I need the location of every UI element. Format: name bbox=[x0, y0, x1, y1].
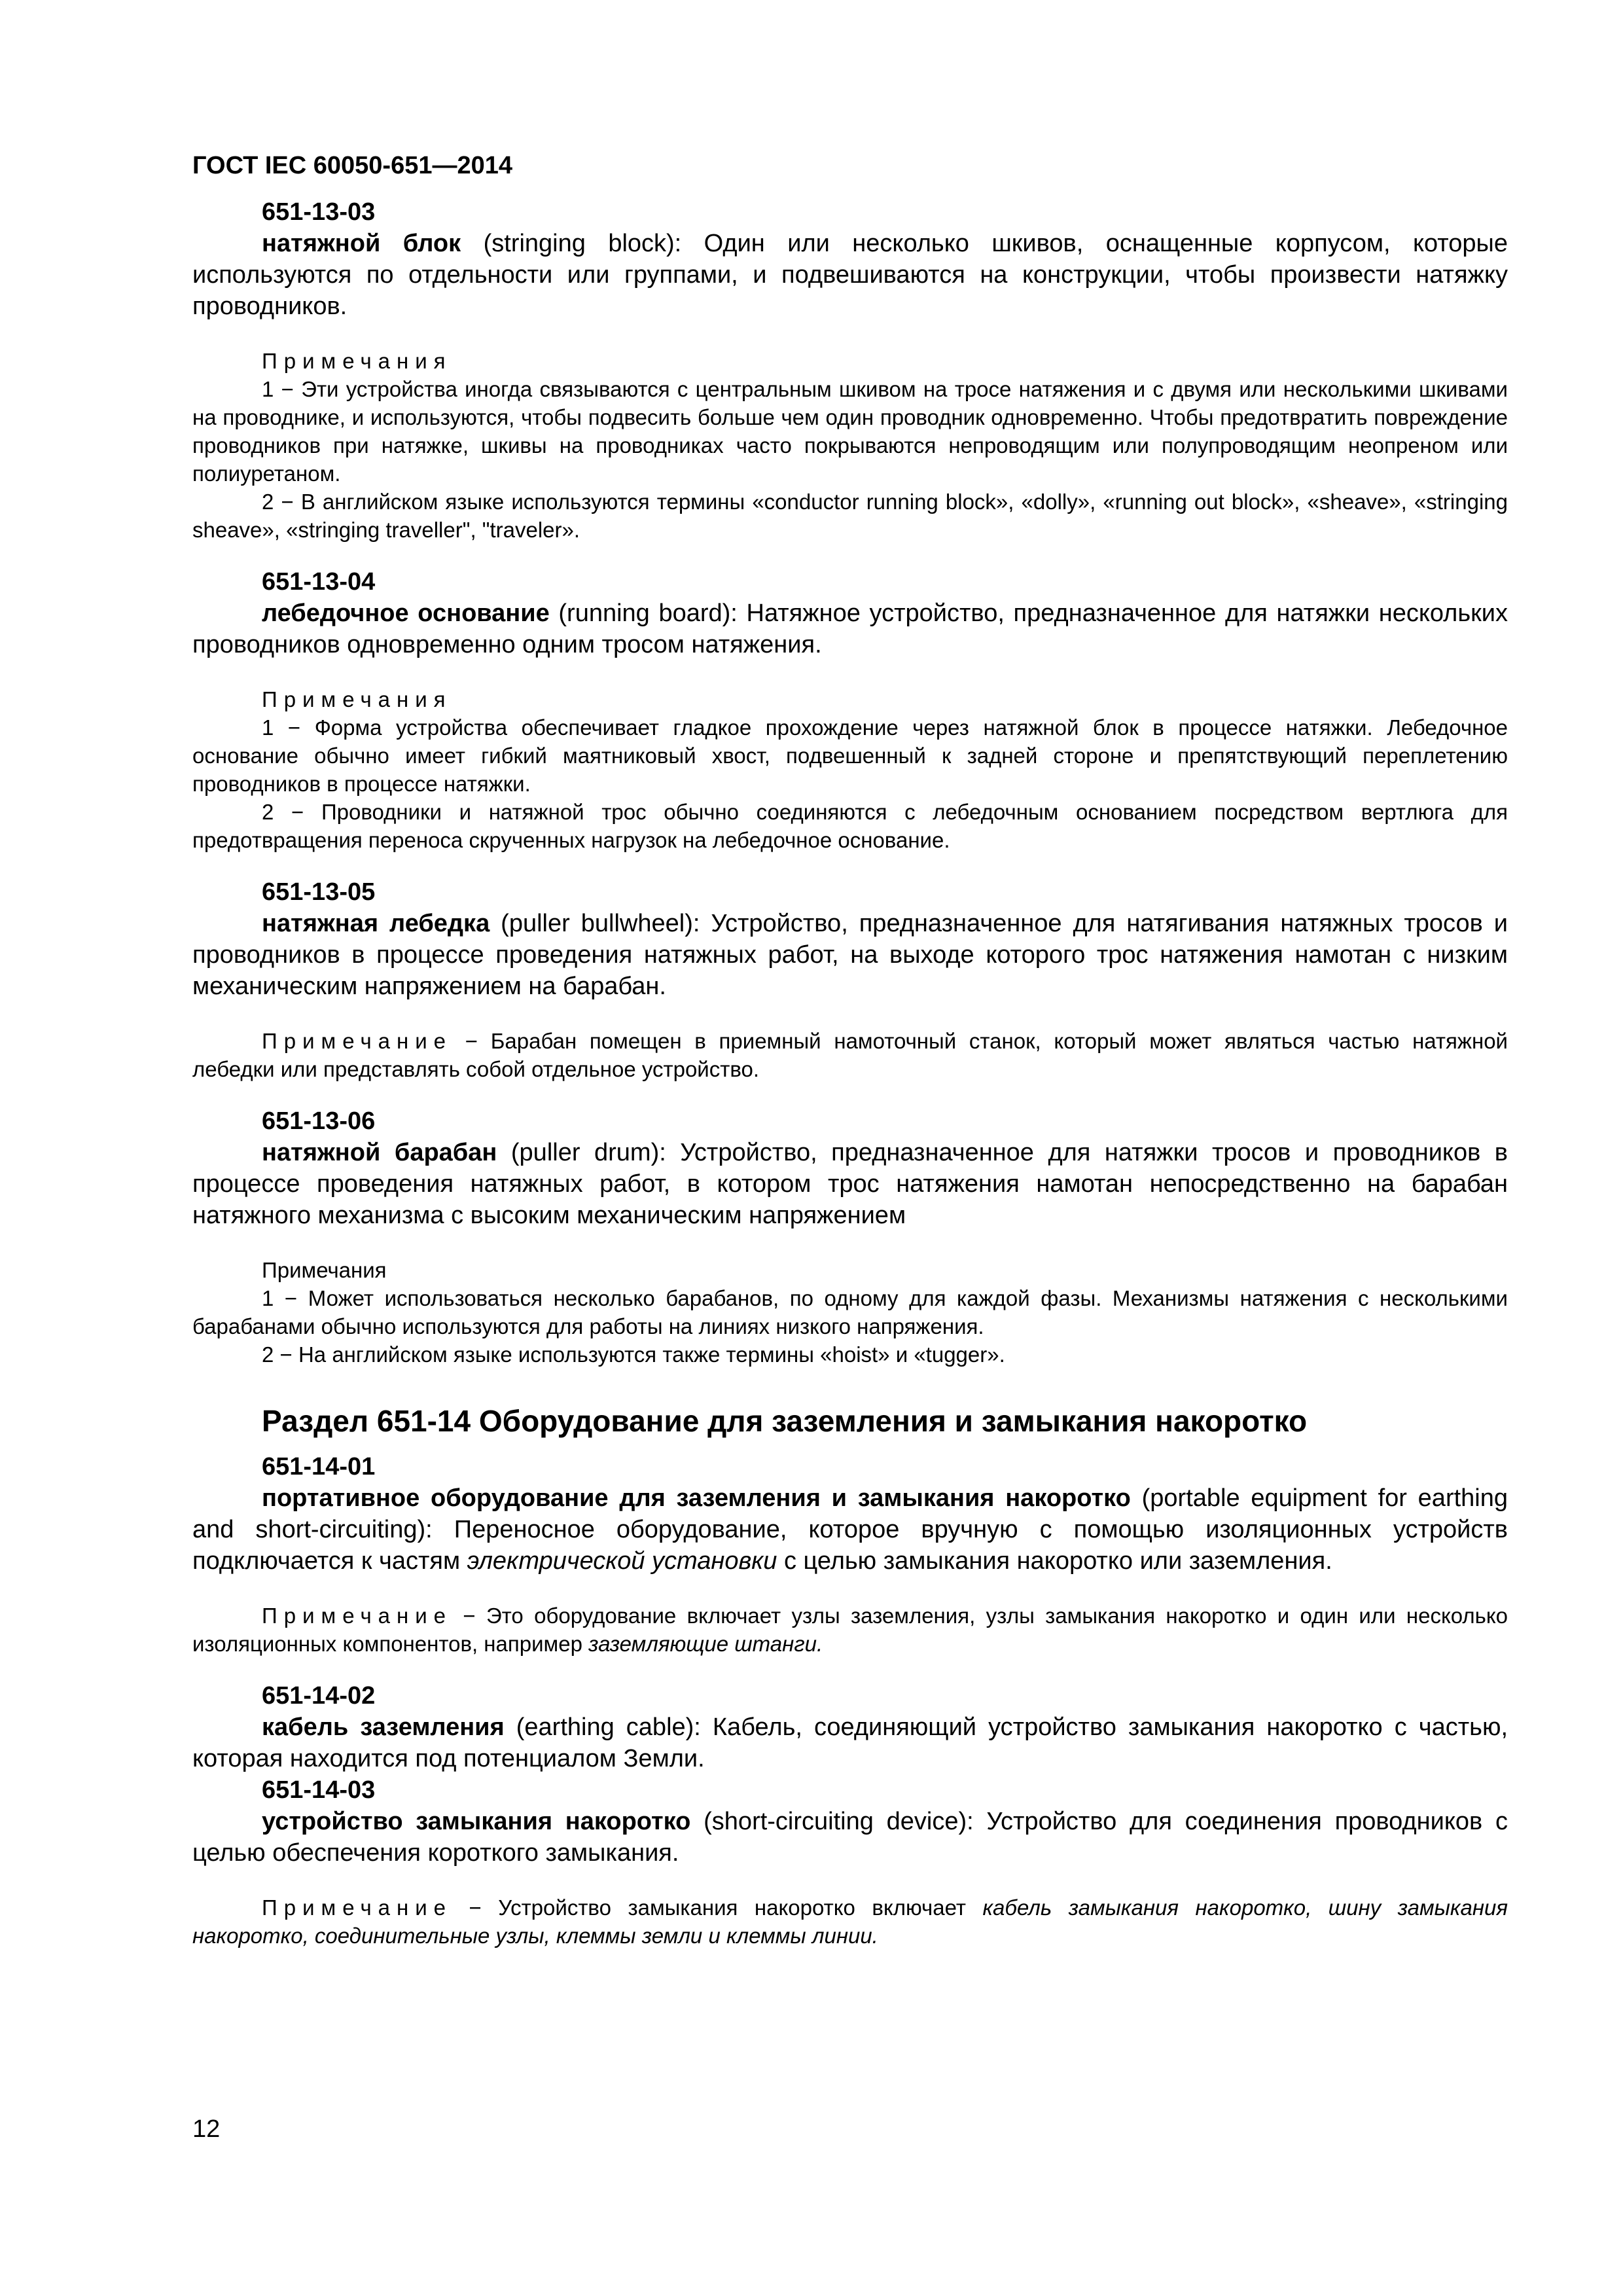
term-definition bbox=[192, 908, 1508, 1002]
note-reference: кабель замыкания накоротко, шину замыкания накоротко, соединительные узлы, клеммы земли и клеммы линии. bbox=[192, 1895, 1508, 1948]
note-text: − Барабан помещен в приемный намоточный станок, который может являться частью натяжной лебедки или представлять собой отдельное устройство. bbox=[192, 1028, 1508, 1081]
notes-block bbox=[192, 1027, 1508, 1083]
note-item bbox=[192, 1027, 1508, 1083]
term-definition bbox=[192, 1482, 1508, 1577]
term-number: 651-13-06 bbox=[262, 1107, 376, 1135]
term-name: устройство замыкания накоротко bbox=[262, 1807, 691, 1835]
term-definition bbox=[192, 228, 1508, 322]
term-entry bbox=[192, 1680, 1508, 1774]
notes-block bbox=[192, 347, 1508, 544]
note-item: 2 − На английском языке используются также термины «hoist» и «tugger». bbox=[262, 1342, 1005, 1367]
term-definition bbox=[192, 1806, 1508, 1869]
term-entry bbox=[192, 1451, 1508, 1658]
note-label: Примечание bbox=[262, 1603, 453, 1628]
definition-text: с целью замыкания накоротко или заземления. bbox=[777, 1547, 1332, 1575]
notes-block bbox=[192, 1602, 1508, 1658]
note-item: 1 − Форма устройства обеспечивает гладкое прохождение через натяжной блок в процессе натяжки. Лебедочное основание обычно имеет гибкий маятниковый хвост, подвешенный к задней стороне и препятствующий переплетению проводников в процессе натяжки. bbox=[192, 715, 1508, 796]
term-number: 651-13-05 bbox=[262, 878, 376, 906]
term-number: 651-14-03 bbox=[262, 1776, 376, 1804]
definition-text: (puller bullwheel): Устройство, предназначенное для натягивания натяжных тросов и проводников в процессе проведения натяжных работ, на выходе которого трос натяжения намотан с низким механическим напряжением на барабан. bbox=[192, 909, 1508, 1000]
term-name: лебедочное основание bbox=[262, 599, 550, 627]
note-item: 1 − Эти устройства иногда связываются с центральным шкивом на тросе натяжения и с двумя или несколькими шкивами на проводнике, и используются, чтобы подвесить больше чем один проводник одновременно. Чтобы предотвратить повреждение проводников при натяжке, шкивы на проводниках часто покрываются непроводящим или полупроводящим неопреном или полиуретаном. bbox=[192, 376, 1508, 486]
term-entry bbox=[192, 566, 1508, 854]
definition-text: (running board): Натяжное устройство, предназначенное для натяжки нескольких проводников одновременно одним тросом натяжения. bbox=[192, 599, 1508, 658]
term-name: натяжной барабан bbox=[262, 1138, 497, 1166]
note-item bbox=[192, 1893, 1508, 1950]
section-heading: Раздел 651-14 Оборудование для заземления и замыкания накоротко bbox=[262, 1403, 1308, 1438]
note-item: 2 − В английском языке используются термины «conductor running block», «dolly», «running out block», «sheave», «stringing sheave», «stringing traveller", "traveler». bbox=[192, 489, 1508, 542]
note-item bbox=[192, 1602, 1508, 1658]
standard-code-header: ГОСТ IEC 60050-651—2014 bbox=[192, 152, 513, 179]
term-number: 651-14-01 bbox=[262, 1452, 376, 1480]
term-number: 651-13-03 bbox=[262, 198, 376, 226]
notes-title: Примечания bbox=[262, 1257, 387, 1282]
definition-text: (portable equipment for earthing and short-circuiting): Переносное оборудование, которое вручную с помощью изоляционных устройств подключается к частям bbox=[192, 1484, 1508, 1575]
term-definition bbox=[192, 1137, 1508, 1231]
note-text: − Устройство замыкания накоротко включает bbox=[452, 1895, 983, 1920]
definition-text: (short-circuiting device): Устройство для соединения проводников с целью обеспечения короткого замыкания. bbox=[192, 1807, 1508, 1867]
term-definition bbox=[192, 598, 1508, 660]
notes-block bbox=[192, 1256, 1508, 1369]
term-number: 651-13-04 bbox=[262, 567, 376, 596]
note-text: − Это оборудование включает узлы заземления, узлы замыкания накоротко и один или несколько изоляционных компонентов, например bbox=[192, 1603, 1508, 1656]
term-name: натяжной блок bbox=[262, 229, 461, 257]
note-label: Примечание bbox=[262, 1895, 453, 1920]
term-number: 651-14-02 bbox=[262, 1681, 376, 1710]
definition-reference: электрической установки bbox=[467, 1547, 777, 1575]
note-reference: заземляющие штанги. bbox=[588, 1631, 823, 1656]
term-entry bbox=[192, 1105, 1508, 1369]
term-name: кабель заземления bbox=[262, 1713, 505, 1741]
notes-block bbox=[192, 685, 1508, 854]
term-entry bbox=[192, 876, 1508, 1083]
definition-text: (earthing cable): Кабель, соединяющий устройство замыкания накоротко с частью, которая находится под потенциалом Земли. bbox=[192, 1713, 1508, 1772]
definition-text: (puller drum): Устройство, предназначенное для натяжки тросов и проводников в процессе проведения натяжных работ, в котором трос натяжения намотан непосредственно на барабан натяжного механизма с высоким механическим напряжением bbox=[192, 1138, 1508, 1229]
page-number: 12 bbox=[192, 2115, 221, 2143]
notes-block bbox=[192, 1893, 1508, 1950]
notes-title: Примечания bbox=[262, 348, 452, 373]
term-entry bbox=[192, 196, 1508, 544]
term-definition bbox=[192, 1712, 1508, 1774]
term-name: портативное оборудование для заземления и замыкания накоротко bbox=[262, 1484, 1131, 1512]
notes-title: Примечания bbox=[262, 687, 452, 711]
term-name: натяжная лебедка bbox=[262, 909, 490, 937]
term-entry bbox=[192, 1774, 1508, 1950]
note-item: 2 − Проводники и натяжной трос обычно соединяются с лебедочным основанием посредством вертлюга для предотвращения переноса скрученных нагрузок на лебедочное основание. bbox=[192, 799, 1508, 852]
note-label: Примечание bbox=[262, 1028, 453, 1053]
definition-text: (stringing block): Один или несколько шкивов, оснащенные корпусом, которые используются по отдельности или группами, и подвешиваются на конструкции, чтобы произвести натяжку проводников. bbox=[192, 229, 1508, 320]
note-item: 1 − Может использоваться несколько барабанов, по одному для каждой фазы. Механизмы натяжения с несколькими барабанами обычно используются для работы на линиях низкого напряжения. bbox=[192, 1285, 1508, 1338]
document-page bbox=[192, 151, 1508, 1950]
